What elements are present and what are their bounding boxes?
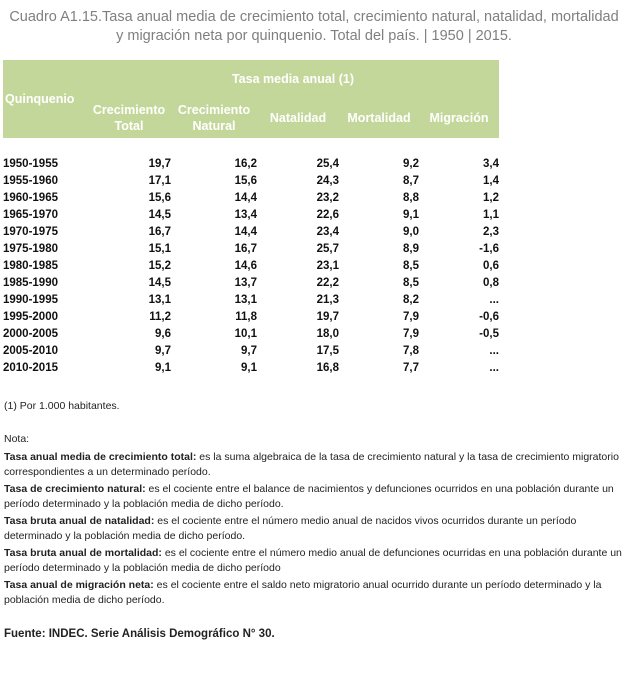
table-row <box>3 308 499 325</box>
table-row <box>3 257 499 274</box>
note-item <box>4 514 622 544</box>
cell-natural: 15,6 <box>234 174 257 187</box>
cell-mortalidad: 8,2 <box>403 293 419 306</box>
cell-natural: 10,1 <box>234 327 257 340</box>
cell-total: 11,2 <box>149 310 171 323</box>
cell-mortalidad: 7,9 <box>403 310 419 323</box>
cell-natalidad: 22,6 <box>316 208 339 221</box>
table-row <box>3 240 499 257</box>
table-row <box>3 155 499 172</box>
cell-total: 14,5 <box>148 276 171 289</box>
cell-migracion: -1,6 <box>479 242 499 255</box>
cell-migracion: 0,6 <box>483 259 499 272</box>
cell-natural: 9,1 <box>241 361 257 374</box>
cell-total: 9,6 <box>155 327 171 340</box>
table-row <box>3 274 499 291</box>
cell-total: 17,1 <box>148 174 171 187</box>
cell-natural: 16,2 <box>234 157 257 170</box>
cell-migracion: 1,4 <box>483 174 499 187</box>
cell-mortalidad: 7,8 <box>403 344 419 357</box>
data-table <box>3 60 499 376</box>
note-text: es el cociente entre el número medio anual de defunciones ocurridas en una población durante un período determinado y la población media de dicho período <box>4 547 622 574</box>
note-text: es la suma algebraica de la tasa de crecimiento natural y la tasa de crecimiento migratorio correspondientes a un determinado período. <box>4 451 619 478</box>
cell-natalidad: 23,1 <box>316 259 339 272</box>
notes-section <box>4 450 622 610</box>
cell-total: 9,1 <box>155 361 171 374</box>
cell-mortalidad: 9,1 <box>403 208 419 221</box>
cell-natural: 11,8 <box>235 310 257 323</box>
cell-total: 15,2 <box>148 259 171 272</box>
title-line-1: Cuadro A1.15.Tasa anual media de crecimiento total, crecimiento natural, natalidad, mortalidad <box>9 9 619 25</box>
cell-natalidad: 18,0 <box>316 327 339 340</box>
cell-natalidad: 23,2 <box>316 191 339 204</box>
cell-period: 1985-1990 <box>3 276 58 289</box>
cell-period: 1980-1985 <box>3 259 58 272</box>
source-note: Fuente: INDEC. Serie Análisis Demográfico N° 30. <box>4 628 275 640</box>
cell-mortalidad: 9,0 <box>403 225 419 238</box>
cell-migracion: ... <box>489 344 499 357</box>
cell-natural: 9,7 <box>241 344 257 357</box>
cell-period: 1960-1965 <box>3 191 58 204</box>
cell-period: 1995-2000 <box>3 310 58 323</box>
note-term: Tasa bruta anual de mortalidad: <box>4 547 162 559</box>
cell-natural: 14,4 <box>234 225 257 238</box>
cell-total: 9,7 <box>155 344 171 357</box>
cell-natalidad: 22,2 <box>316 276 339 289</box>
header-natalidad: Natalidad <box>269 111 327 125</box>
cell-total: 14,5 <box>148 208 171 221</box>
cell-migracion: 2,3 <box>483 225 499 238</box>
cell-mortalidad: 8,9 <box>403 242 419 255</box>
header-mortalidad: Mortalidad <box>347 111 411 125</box>
cell-period: 1950-1955 <box>3 157 58 170</box>
cell-natalidad: 25,4 <box>316 157 339 170</box>
table-title <box>0 8 628 46</box>
note-term: Tasa bruta anual de natalidad: <box>4 515 155 527</box>
note-text: es el cociente entre el balance de nacimientos y defunciones ocurridos en una población durante un período determinado y la población media de dicho período. <box>4 483 614 510</box>
note-text: es el cociente entre el número medio anual de nacidos vivos ocurridos durante un período determinado y la población media de dicho período. <box>4 515 577 542</box>
cell-mortalidad: 8,5 <box>403 259 419 272</box>
cell-natalidad: 24,3 <box>316 174 339 187</box>
footnote: (1) Por 1.000 habitantes. <box>4 400 120 412</box>
cell-natalidad: 25,7 <box>316 242 339 255</box>
cell-migracion: ... <box>489 361 499 374</box>
cell-period: 2005-2010 <box>3 344 58 357</box>
header-group: Tasa media anual (1) <box>231 72 355 86</box>
cell-natalidad: 16,8 <box>316 361 339 374</box>
cell-migracion: -0,6 <box>479 310 499 323</box>
cell-migracion: 3,4 <box>483 157 499 170</box>
cell-migracion: 1,1 <box>483 208 499 221</box>
table-row <box>3 291 499 308</box>
note-text: es el cociente entre el saldo neto migratorio anual ocurrido durante un período determinado y la población media de dicho período. <box>4 579 602 606</box>
header-crecimiento-total <box>87 98 171 138</box>
cell-mortalidad: 9,2 <box>403 157 419 170</box>
cell-period: 2010-2015 <box>3 361 58 374</box>
table-row <box>3 325 499 342</box>
cell-total: 19,7 <box>148 157 171 170</box>
nota-label: Nota: <box>4 433 30 445</box>
note-item <box>4 546 622 576</box>
title-line-2: y migración neta por quinquenio. Total del país. | 1950 | 2015. <box>116 28 512 44</box>
table-row <box>3 206 499 223</box>
cell-natalidad: 21,3 <box>316 293 339 306</box>
cell-period: 2000-2005 <box>3 327 58 340</box>
cell-natural: 14,6 <box>234 259 257 272</box>
cell-migracion: -0,5 <box>479 327 499 340</box>
cell-natural: 13,1 <box>234 293 257 306</box>
cell-natural: 14,4 <box>234 191 257 204</box>
header-quinquenio: Quinquenio <box>5 92 75 106</box>
cell-mortalidad: 8,5 <box>403 276 419 289</box>
cell-natural: 13,4 <box>234 208 257 221</box>
note-term: Tasa anual media de crecimiento total: <box>4 451 197 463</box>
table-body <box>3 138 499 376</box>
table-row <box>3 189 499 206</box>
cell-natalidad: 17,5 <box>316 344 339 357</box>
cell-period: 1975-1980 <box>3 242 58 255</box>
cell-total: 13,1 <box>148 293 171 306</box>
header-migracion: Migración <box>429 111 489 125</box>
header-col2-line1: Crecimiento <box>177 103 251 117</box>
cell-migracion: 1,2 <box>483 191 499 204</box>
table-row <box>3 223 499 240</box>
cell-total: 16,7 <box>148 225 171 238</box>
header-crecimiento-natural <box>171 98 257 138</box>
cell-migracion: 0,8 <box>483 276 499 289</box>
cell-migracion: ... <box>489 293 499 306</box>
cell-period: 1965-1970 <box>3 208 58 221</box>
table-row <box>3 359 499 376</box>
cell-natural: 13,7 <box>234 276 257 289</box>
cell-mortalidad: 7,9 <box>403 327 419 340</box>
cell-total: 15,6 <box>148 191 171 204</box>
note-term: Tasa de crecimiento natural: <box>4 483 146 495</box>
note-item <box>4 482 622 512</box>
cell-natural: 16,7 <box>234 242 257 255</box>
cell-natalidad: 23,4 <box>316 225 339 238</box>
cell-period: 1955-1960 <box>3 174 58 187</box>
cell-mortalidad: 8,8 <box>403 191 419 204</box>
table-row <box>3 342 499 359</box>
cell-natalidad: 19,7 <box>316 310 339 323</box>
header-col2-line2: Natural <box>192 119 236 133</box>
header-col1-line2: Total <box>114 119 144 133</box>
cell-total: 15,1 <box>148 242 171 255</box>
note-term: Tasa anual de migración neta: <box>4 579 154 591</box>
table-row <box>3 172 499 189</box>
note-item <box>4 578 622 608</box>
cell-mortalidad: 8,7 <box>403 174 419 187</box>
cell-period: 1970-1975 <box>3 225 58 238</box>
cell-period: 1990-1995 <box>3 293 58 306</box>
header-col1-line1: Crecimiento <box>92 103 166 117</box>
note-item <box>4 450 622 480</box>
cell-mortalidad: 7,7 <box>403 361 419 374</box>
